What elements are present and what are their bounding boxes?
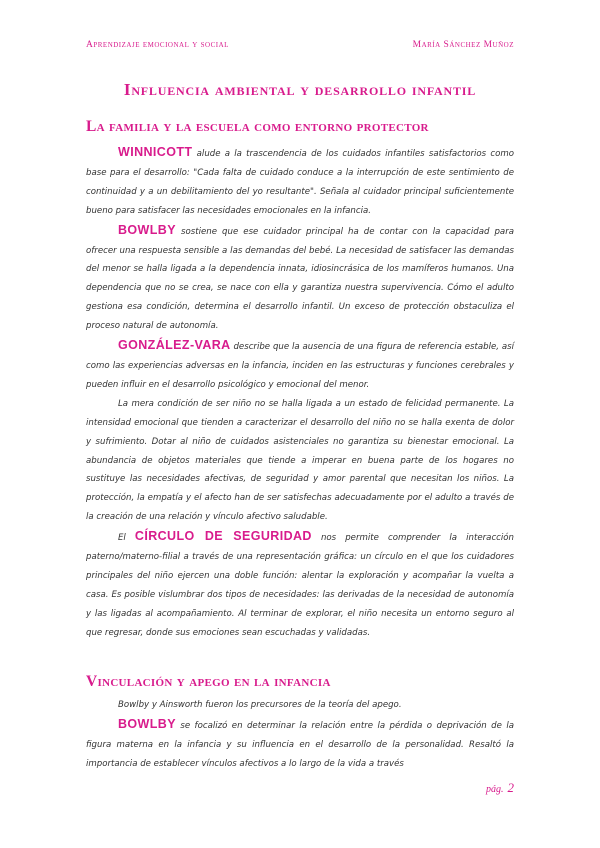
paragraph-text: nos permite comprender la interacción paterno/materno-filial a través de una representación gráfica: un círculo en el que los cuidadores principales del niño ejercen una doble función: alentar la exploración y acompañar la vuelta a casa. Es posible vislumbrar dos tipos de necesidades: las derivadas de la necesidad de autonomía y las ligadas al acompañamiento. Al terminar de explorar, el niño necesita un entorno seguro al que regresar, donde sus emociones sean escuchadas y validadas. xyxy=(86,533,514,638)
section-heading-family-school: La familia y la escuela como entorno protector xyxy=(86,118,429,135)
section-body-family-school xyxy=(86,143,514,643)
paragraph-circle-of-security xyxy=(86,527,514,642)
page-label: pág. xyxy=(486,784,504,795)
paragraph-text: alude a la trascendencia de los cuidados infantiles satisfactorios como base para el desarrollo: "Cada falta de cuidado conduce a la interrupción de este sentimiento de continuidad y a un debilitamiento del yo resultante". Señala al cuidador principal suficientemente bueno para satisfacer las necesidades emocionales en la infancia. xyxy=(86,149,514,216)
page-number-value: 2 xyxy=(507,780,514,795)
section-body-attachment xyxy=(86,696,514,774)
paragraph-bowlby-attachment xyxy=(86,715,514,774)
paragraph-text: sostiene que ese cuidador principal ha de contar con la capacidad para ofrecer una respuesta sensible a las demandas del bebé. La necesidad de satisfacer las demandas del menor se halla ligada a la dependencia innata, idiosincrásica de los mamíferos humanos. Una dependencia que no se crea, se nace con ella y garantiza nuestra supervivencia. Cómo el adulto gestiona esa condición, determina el desarrollo infantil. Un exceso de protección obstaculiza el proceso natural de autonomía. xyxy=(86,226,514,332)
paragraph-winnicott xyxy=(86,143,514,221)
keyword-bowlby: BOWLBY xyxy=(118,222,176,237)
keyword-gonzalez-vara: GONZÁLEZ-VARA xyxy=(118,338,231,353)
header-course: Aprendizaje emocional y social xyxy=(86,40,229,50)
section-heading-attachment: Vinculación y apego en la infancia xyxy=(86,673,331,690)
paragraph-text: Bowlby y Ainsworth fueron los precursores de la teoría del apego. xyxy=(118,700,402,710)
keyword-bowlby: BOWLBY xyxy=(118,716,176,731)
keyword-winnicott: WINNICOTT xyxy=(118,145,193,159)
running-header xyxy=(86,40,514,50)
paragraph-text: se focalizó en determinar la relación entre la pérdida o deprivación de la figura materna en la infancia y su influencia en el desarrollo de la personalidad. Resaltó la importancia de establecer vínculos afectivos a lo largo de la vida a través xyxy=(86,720,514,769)
paragraph-prefix: El xyxy=(118,533,135,544)
paragraph-childhood xyxy=(86,395,514,527)
keyword-circle-of-security: CÍRCULO DE SEGURIDAD xyxy=(134,529,312,544)
page-number xyxy=(486,780,514,796)
paragraph-bowlby xyxy=(86,221,514,336)
paragraph-precursors xyxy=(86,696,514,715)
header-author: María Sánchez Muñoz xyxy=(412,40,514,50)
page-title: Influencia ambiental y desarrollo infantil xyxy=(123,80,477,99)
paragraph-text: La mera condición de ser niño no se halla ligada a un estado de felicidad permanente. La intensidad emocional que tienden a caracterizar el desarrollo del niño no se halla exenta de dolor y sufrimiento. Dotar al niño de cuidados asistenciales no garantiza su bienestar emocional. La abundancia de objetos materiales que tiende a imperar en buena parte de los hogares no sustituye las necesidades afectivas, de seguridad y amor parental que necesitan los niños. La protección, la empatía y el afecto han de ser satisfechas adecuadamente por el adulto a través de la creación de una relación y vínculo afectivo saludable. xyxy=(86,398,514,523)
paragraph-text: describe que la ausencia de una figura de referencia estable, así como las experiencias adversas en la infancia, inciden en las estructuras y funciones cerebrales y pueden influir en el desarrollo psicológico y emocional del menor. xyxy=(86,342,514,390)
paragraph-gonzalez-vara xyxy=(86,336,514,395)
